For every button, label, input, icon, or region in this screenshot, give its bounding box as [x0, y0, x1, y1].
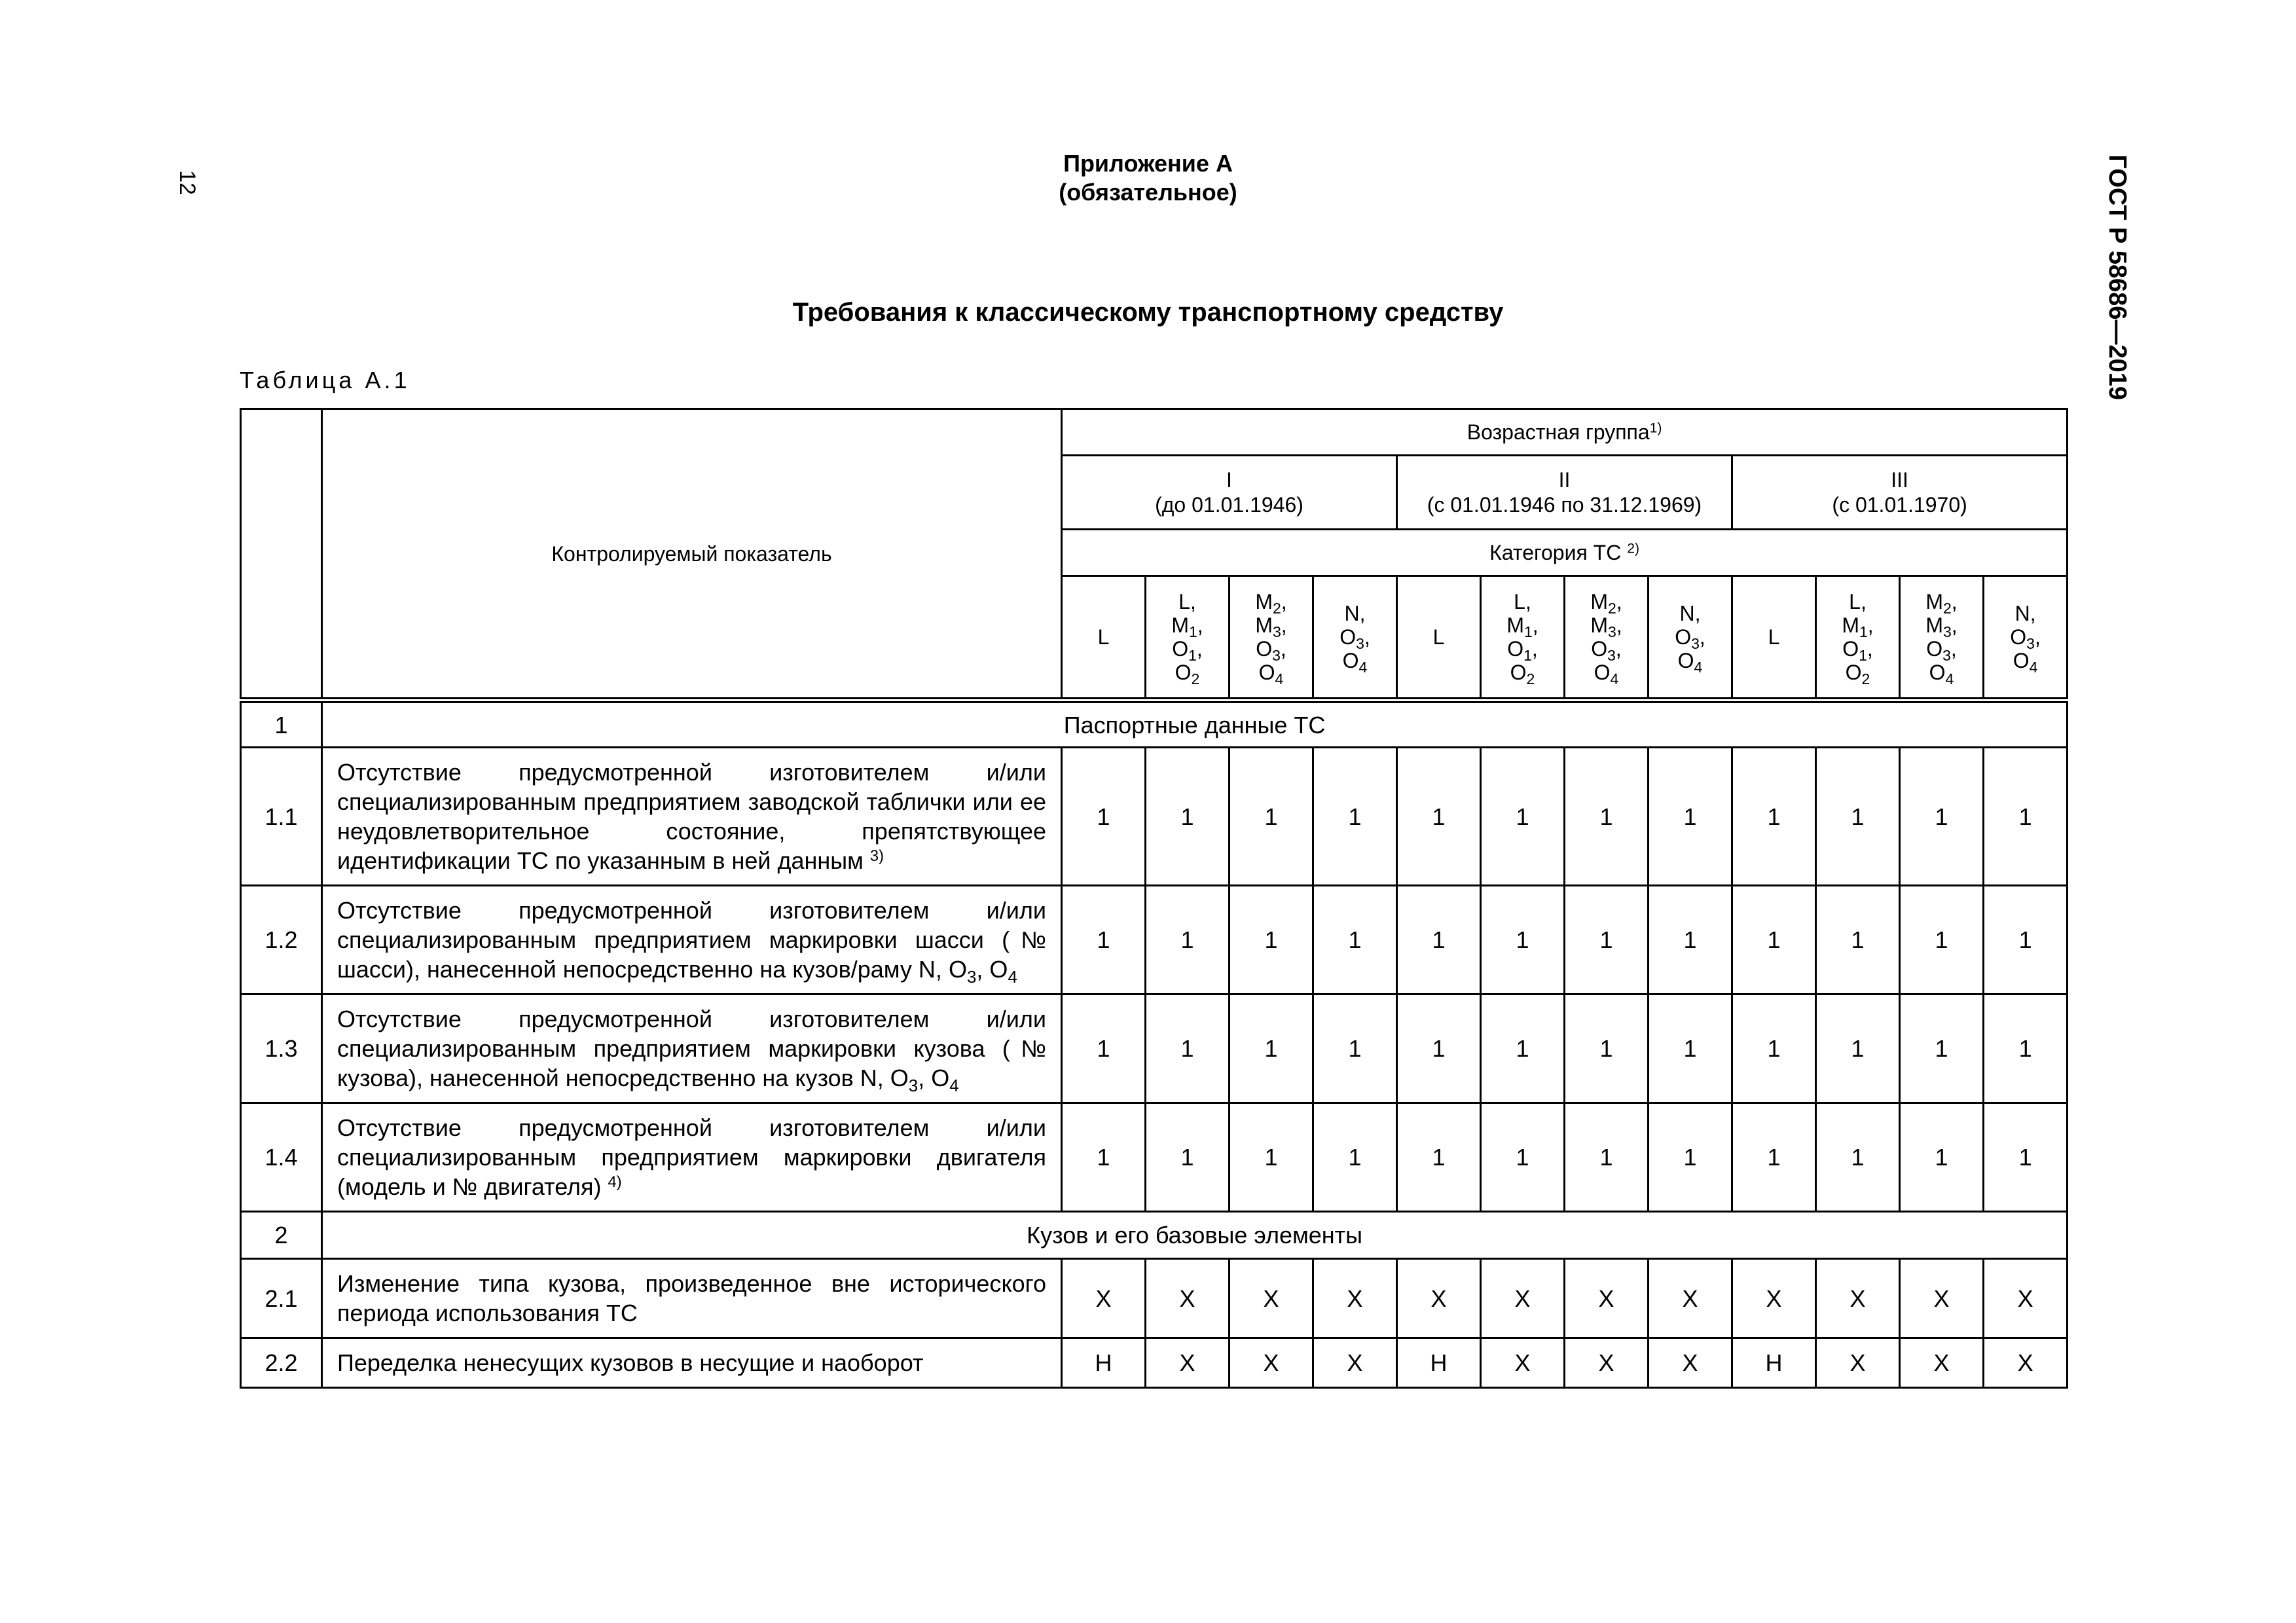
- formula-part: $O_3$,: [890, 1065, 925, 1095]
- category-part: $M_1$,: [1171, 613, 1203, 640]
- value-cell: X: [1732, 1259, 1816, 1338]
- value-cell: 1: [1481, 748, 1565, 886]
- footnote-ref: 3): [869, 847, 884, 866]
- category-part: L: [1768, 625, 1780, 649]
- subscript: 3: [1691, 634, 1700, 652]
- value-cell: 1: [1816, 1103, 1900, 1212]
- value-cell: 1: [1732, 1103, 1816, 1212]
- annex-note: (обязательное): [1059, 179, 1237, 206]
- formula-part: $O_4$: [989, 956, 1017, 987]
- category-label: Категория ТС: [1489, 541, 1622, 564]
- subscript: 4: [1008, 968, 1017, 987]
- value-cell: Н: [1062, 1338, 1146, 1388]
- value-cell: Н: [1732, 1338, 1816, 1388]
- indicator-text: Отсутствие предусмотренной изготовителем и/или специализированным предприятием маркировки шасси (№ шасси), нанесенной непосредственно на кузов/раму N, $O_3$, $O_4$: [322, 886, 1062, 994]
- category-cell: [1900, 576, 1984, 701]
- header-age-group: [1062, 409, 2068, 456]
- value-cell: X: [1146, 1338, 1230, 1388]
- value-cell: X: [1816, 1259, 1900, 1338]
- indicator-text: Отсутствие предусмотренной изготовителем и/или специализированным предприятием заводской таблички или ее неудовлетворительное состояние, препятствующее идентификации ТС по указанным в ней данным $^{3)}$: [322, 748, 1062, 886]
- row-number: 1.3: [241, 994, 322, 1103]
- category-part: $O_2$: [1175, 661, 1200, 687]
- subscript: 3: [966, 968, 977, 987]
- category-cell: [1230, 576, 1313, 701]
- row-number: 1: [241, 701, 322, 748]
- subscript: 2: [1607, 599, 1616, 617]
- value-cell: 1: [1397, 748, 1481, 886]
- category-cell: [1649, 576, 1732, 701]
- category-cell: [1146, 576, 1230, 701]
- subscript: 4: [1945, 670, 1954, 687]
- header-empty-cell: [241, 409, 322, 701]
- category-cell: [1984, 576, 2068, 701]
- subscript: 3: [2026, 634, 2035, 652]
- subscript: 3: [1942, 646, 1951, 664]
- annex-title: Приложение А: [1063, 150, 1233, 177]
- value-cell: X: [1230, 1338, 1313, 1388]
- value-cell: X: [1062, 1259, 1146, 1338]
- row-number: 2: [241, 1212, 322, 1259]
- document-title: Требования к классическому транспортному средству: [792, 298, 1504, 327]
- section-title: Кузов и его базовые элементы: [322, 1212, 2068, 1259]
- table-row: [241, 886, 2068, 994]
- category-part: $O_3$,: [1926, 637, 1957, 664]
- value-cell: 1: [1649, 994, 1732, 1103]
- category-cell: [1481, 576, 1565, 701]
- subscript: 4: [949, 1076, 959, 1095]
- value-cell: 1: [1984, 748, 2068, 886]
- category-part: $M_3$,: [1925, 613, 1958, 640]
- table-row: [241, 748, 2068, 886]
- subscript: 3: [908, 1076, 919, 1095]
- subscript: 1: [1523, 646, 1532, 664]
- header-indicator: Контролируемый показатель: [322, 409, 1062, 701]
- group-period: (до 01.01.1946): [1155, 493, 1303, 517]
- value-cell: 1: [1313, 886, 1397, 994]
- subscript: 4: [1358, 658, 1368, 676]
- value-cell: X: [1649, 1338, 1732, 1388]
- row-number: 2.1: [241, 1259, 322, 1338]
- subscript: 1: [1859, 646, 1867, 664]
- group-numeral: I: [1226, 468, 1232, 492]
- subscript: 3: [1272, 646, 1281, 664]
- subscript: 3: [1356, 634, 1364, 652]
- category-cell: [1816, 576, 1900, 701]
- category-part: $M_2$,: [1255, 590, 1287, 617]
- table-row: [241, 994, 2068, 1103]
- header-group-1: [1062, 456, 1397, 530]
- value-cell: 1: [1816, 748, 1900, 886]
- category-part: $O_4$: [1258, 661, 1284, 687]
- value-cell: 1: [1565, 994, 1649, 1103]
- formula-part: $O_3$,: [948, 956, 983, 987]
- value-cell: X: [1230, 1259, 1313, 1338]
- value-cell: 1: [1565, 748, 1649, 886]
- category-part: $O_4$: [1594, 661, 1619, 687]
- category-part: $O_1$,: [1507, 637, 1538, 664]
- value-cell: X: [1313, 1338, 1397, 1388]
- subscript: 1: [1188, 623, 1197, 640]
- category-part: $O_1$,: [1842, 637, 1873, 664]
- subscript: 1: [1188, 646, 1197, 664]
- value-cell: 1: [1565, 1103, 1649, 1212]
- value-cell: 1: [1900, 748, 1984, 886]
- value-cell: 1: [1732, 994, 1816, 1103]
- value-cell: 1: [1313, 748, 1397, 886]
- subscript: 2: [1526, 670, 1535, 687]
- row-number: 1.2: [241, 886, 322, 994]
- value-cell: 1: [1230, 886, 1313, 994]
- value-cell: X: [1481, 1338, 1565, 1388]
- value-cell: X: [1900, 1338, 1984, 1388]
- value-cell: 1: [1481, 1103, 1565, 1212]
- value-cell: 1: [1984, 886, 2068, 994]
- value-cell: 1: [1481, 886, 1565, 994]
- subscript: 2: [1191, 670, 1200, 687]
- section-title: Паспортные данные ТС: [322, 701, 2068, 748]
- value-cell: 1: [1984, 1103, 2068, 1212]
- category-part: L,: [1178, 590, 1196, 613]
- category-part: $O_2$: [1510, 661, 1535, 687]
- value-cell: 1: [1649, 1103, 1732, 1212]
- category-cell: [1565, 576, 1649, 701]
- category-part: $O_4$: [2013, 649, 2038, 676]
- value-cell: 1: [1397, 886, 1481, 994]
- value-cell: 1: [1732, 886, 1816, 994]
- category-part: N,: [1679, 602, 1701, 625]
- row-number: 1.4: [241, 1103, 322, 1212]
- value-cell: 1: [1816, 886, 1900, 994]
- indicator-text: Отсутствие предусмотренной изготовителем и/или специализированным предприятием маркировки кузова (№ кузова), нанесенной непосредственно на кузов N, $O_3$, $O_4$: [322, 994, 1062, 1103]
- formula-part: $O_4$: [931, 1065, 959, 1095]
- value-cell: 1: [1481, 994, 1565, 1103]
- subscript: 1: [1859, 623, 1868, 640]
- category-part: L: [1432, 625, 1445, 649]
- category-part: $M_2$,: [1925, 590, 1958, 617]
- value-cell: X: [1481, 1259, 1565, 1338]
- value-cell: 1: [1900, 994, 1984, 1103]
- category-cell: [1397, 576, 1481, 701]
- value-cell: 1: [1649, 886, 1732, 994]
- value-cell: 1: [1230, 1103, 1313, 1212]
- table-row: [241, 1259, 2068, 1338]
- category-part: N,: [2014, 602, 2036, 625]
- value-cell: 1: [1062, 748, 1146, 886]
- category-part: $M_2$,: [1590, 590, 1622, 617]
- subscript: 4: [1610, 670, 1619, 687]
- table-row: [241, 1338, 2068, 1388]
- indicator-text: Отсутствие предусмотренной изготовителем и/или специализированным предприятием маркировки двигателя (модель и № двигателя) $^{4)}$: [322, 1103, 1062, 1212]
- value-cell: 1: [1397, 1103, 1481, 1212]
- subscript: 4: [2029, 658, 2038, 676]
- section-row: [241, 701, 2068, 748]
- subscript: 4: [1694, 658, 1703, 676]
- category-part: L: [1097, 625, 1110, 649]
- value-cell: 1: [1313, 994, 1397, 1103]
- category-part: $O_2$: [1845, 661, 1870, 687]
- category-part: $O_3$,: [1591, 637, 1622, 664]
- subscript: 4: [1275, 670, 1284, 687]
- group-period: (с 01.01.1946 по 31.12.1969): [1427, 493, 1702, 517]
- category-part: $M_3$,: [1590, 613, 1622, 640]
- value-cell: 1: [1062, 886, 1146, 994]
- group-period: (с 01.01.1970): [1832, 493, 1967, 517]
- value-cell: X: [1984, 1259, 2068, 1338]
- category-part: $O_3$,: [1675, 625, 1705, 652]
- value-cell: 1: [1146, 994, 1230, 1103]
- value-cell: X: [1984, 1338, 2068, 1388]
- value-cell: X: [1565, 1338, 1649, 1388]
- value-cell: 1: [1230, 994, 1313, 1103]
- value-cell: X: [1313, 1259, 1397, 1338]
- value-cell: 1: [1900, 886, 1984, 994]
- group-numeral: III: [1891, 468, 1908, 492]
- footnote-ref: 4): [608, 1173, 622, 1192]
- table-row: [241, 1103, 2068, 1212]
- category-cell: [1062, 576, 1146, 701]
- value-cell: 1: [1146, 886, 1230, 994]
- category-part: L,: [1849, 590, 1867, 613]
- value-cell: X: [1565, 1259, 1649, 1338]
- subscript: 3: [1272, 623, 1281, 640]
- category-cell: [1313, 576, 1397, 701]
- subscript: 3: [1942, 623, 1952, 640]
- age-group-footnote-ref: 1): [1649, 420, 1662, 436]
- value-cell: 1: [1900, 1103, 1984, 1212]
- indicator-text: Переделка ненесущих кузовов в несущие и наоборот: [322, 1338, 1062, 1388]
- category-cell: [1732, 576, 1816, 701]
- category-part: $O_3$,: [1339, 625, 1370, 652]
- value-cell: 1: [1062, 1103, 1146, 1212]
- category-part: $O_1$,: [1172, 637, 1203, 664]
- annex-heading: [0, 149, 2296, 207]
- group-numeral: II: [1558, 468, 1571, 492]
- indicator-text: Изменение типа кузова, произведенное вне исторического периода использования ТС: [322, 1259, 1062, 1338]
- value-cell: 1: [1146, 748, 1230, 886]
- row-number: 2.2: [241, 1338, 322, 1388]
- value-cell: 1: [1984, 994, 2068, 1103]
- value-cell: 1: [1565, 886, 1649, 994]
- category-part: $O_4$: [1677, 649, 1703, 676]
- value-cell: X: [1900, 1259, 1984, 1338]
- value-cell: 1: [1230, 748, 1313, 886]
- value-cell: 1: [1146, 1103, 1230, 1212]
- category-part: $O_4$: [1342, 649, 1368, 676]
- value-cell: 1: [1062, 994, 1146, 1103]
- value-cell: X: [1146, 1259, 1230, 1338]
- value-cell: X: [1397, 1259, 1481, 1338]
- header-category: [1062, 530, 2068, 576]
- value-cell: 1: [1816, 994, 1900, 1103]
- subscript: 1: [1523, 623, 1533, 640]
- subscript: 3: [1607, 646, 1616, 664]
- subscript: 2: [1272, 599, 1281, 617]
- value-cell: 1: [1397, 994, 1481, 1103]
- subscript: 3: [1607, 623, 1616, 640]
- table-label: Таблица А.1: [240, 367, 410, 393]
- category-part: $O_3$,: [1256, 637, 1286, 664]
- subscript: 2: [1942, 599, 1952, 617]
- value-cell: X: [1649, 1259, 1732, 1338]
- value-cell: Н: [1397, 1338, 1481, 1388]
- value-cell: 1: [1313, 1103, 1397, 1212]
- value-cell: 1: [1649, 748, 1732, 886]
- value-cell: X: [1816, 1338, 1900, 1388]
- subscript: 2: [1861, 670, 1870, 687]
- category-part: N,: [1344, 602, 1366, 625]
- age-group-label: Возрастная группа: [1467, 420, 1650, 444]
- value-cell: 1: [1732, 748, 1816, 886]
- header-group-2: [1397, 456, 1732, 530]
- requirements-table: [240, 408, 2068, 1389]
- category-part: L,: [1514, 590, 1531, 613]
- category-part: $M_1$,: [1842, 613, 1874, 640]
- category-part: $O_4$: [1929, 661, 1954, 687]
- page-number: 12: [175, 170, 200, 195]
- header-group-3: [1732, 456, 2068, 530]
- category-part: $M_3$,: [1255, 613, 1287, 640]
- document-code: ГОСТ Р 58686—2019: [2104, 155, 2131, 400]
- category-footnote-ref: 2): [1627, 541, 1639, 556]
- section-row: [241, 1212, 2068, 1259]
- category-part: $M_1$,: [1506, 613, 1539, 640]
- category-part: $O_3$,: [2010, 625, 2041, 652]
- row-number: 1.1: [241, 748, 322, 886]
